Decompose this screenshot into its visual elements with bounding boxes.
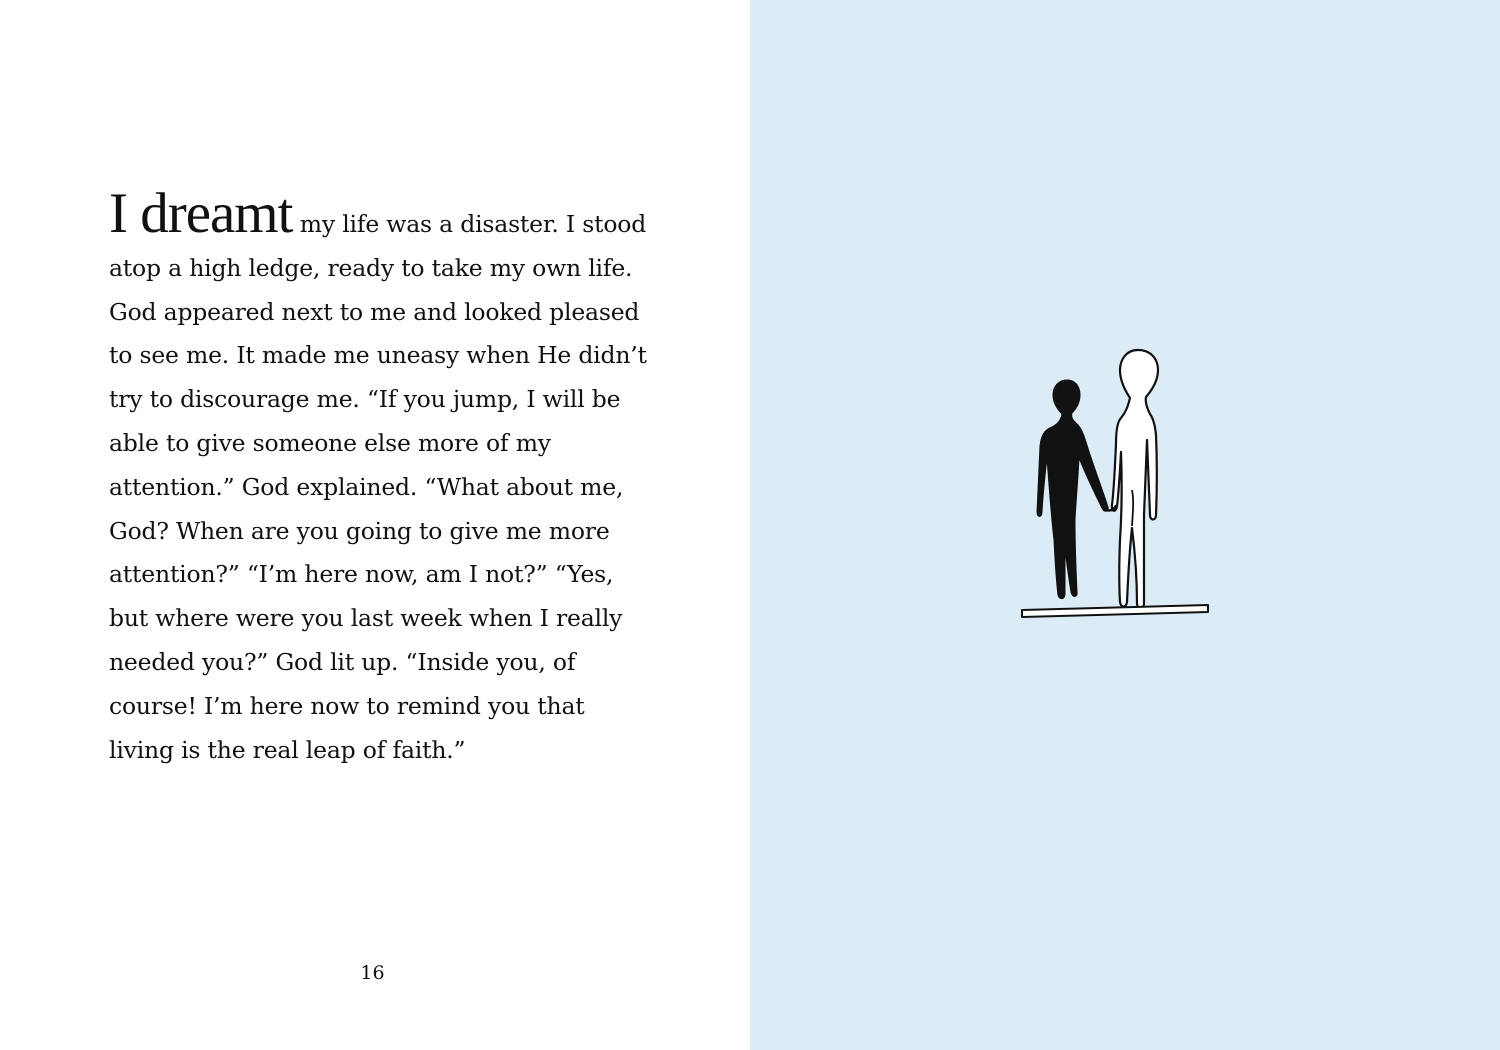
page-number: 16 [360,962,385,984]
story-line: able to give someone else more of my [109,428,551,457]
story-line [109,182,649,247]
story-line: but where were you last week when I really [109,604,623,633]
story-line: living is the real leap of faith.” [109,735,466,764]
story-line: atop a high ledge, ready to take my own life. [109,253,633,282]
lead-words: I dreamt [109,182,293,245]
white-figure-leg-line [1132,490,1133,526]
story-line: needed you?” God lit up. “Inside you, of [109,647,576,676]
story-line: God? When are you going to give me more [109,516,610,545]
black-figure-silhouette [1037,380,1108,599]
two-figures-holding-hands-on-ledge-icon [1020,340,1230,630]
story-line: try to discourage me. “If you jump, I will be [109,385,621,414]
story-line-text: my life was a disaster. I stood [299,210,647,238]
white-figure-outline [1112,350,1158,609]
story-line: God appeared next to me and looked pleased [109,297,640,326]
right-page [750,0,1500,1050]
story-line: attention.” God explained. “What about me, [109,472,624,501]
ledge [1022,605,1208,617]
story-line: attention?” “I’m here now, am I not?” “Yes, [109,560,614,589]
story-text [109,182,649,772]
story-line: to see me. It made me uneasy when He didn’t [109,341,647,370]
story-line: course! I’m here now to remind you that [109,691,585,720]
